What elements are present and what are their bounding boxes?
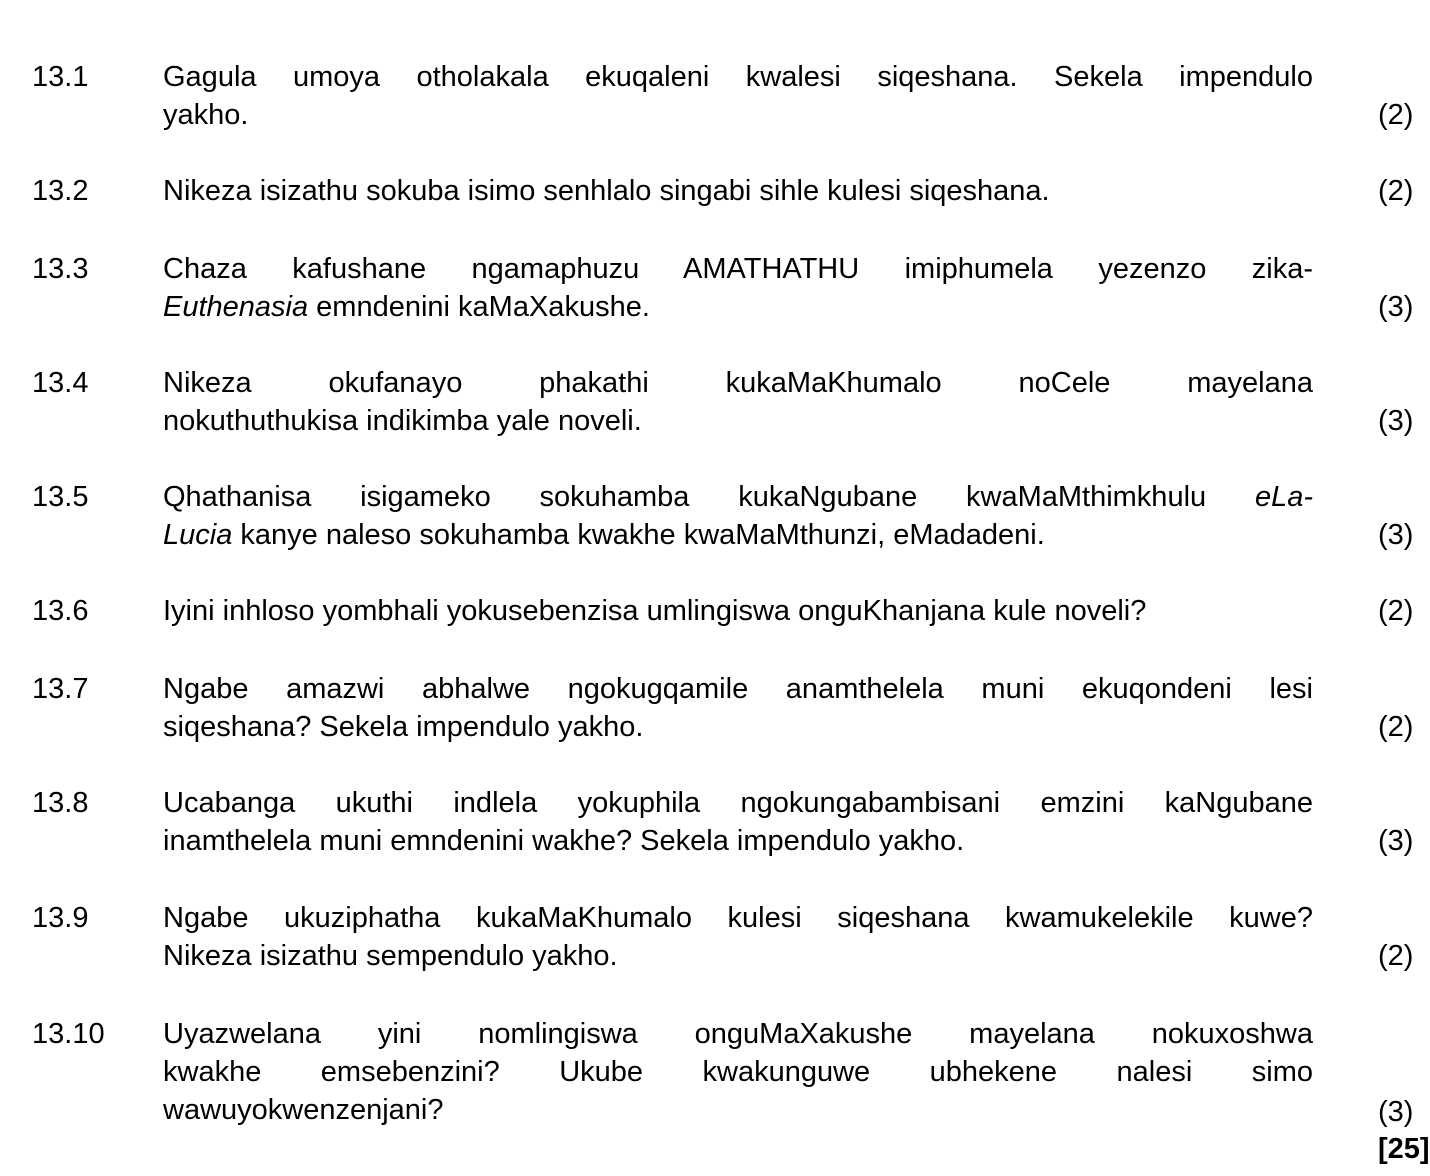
marks-label: (2) — [1378, 940, 1414, 972]
question-line: siqeshana? Sekela impendulo yakho. — [163, 711, 644, 743]
question-text — [163, 670, 1313, 746]
section-total: [25] — [1378, 1133, 1430, 1165]
marks-label: (3) — [1378, 291, 1414, 323]
question-text — [163, 172, 1313, 210]
question-line: Uyazwelana yini nomlingiswa onguMaXakushe mayelana nokuxoshwa — [163, 1018, 1313, 1050]
question-line-rest: kanye naleso sokuhamba kwakhe kwaMaMthunzi, eMadadeni. — [232, 519, 1045, 551]
question-line — [163, 288, 1313, 326]
question-line: yakho. — [163, 99, 249, 131]
question-text — [163, 364, 1313, 440]
question-number: 13.10 — [32, 1018, 105, 1050]
question-number: 13.5 — [32, 481, 89, 513]
question-text — [163, 1015, 1313, 1129]
question-line: nokuthuthukisa indikimba yale noveli. — [163, 405, 642, 437]
question-text — [163, 899, 1313, 975]
question-text — [163, 58, 1313, 134]
question-line: inamthelela muni emndenini wakhe? Sekela impendulo yakho. — [163, 825, 965, 857]
marks-label: (2) — [1378, 99, 1414, 131]
question-number: 13.3 — [32, 253, 89, 285]
question-line-plain: Qhathanisa isigameko sokuhamba kukaNgubane kwaMaMthimkhulu — [163, 481, 1255, 513]
marks-label: (3) — [1378, 825, 1414, 857]
question-line — [163, 516, 1313, 554]
question-number: 13.2 — [32, 175, 89, 207]
question-text — [163, 478, 1313, 554]
question-number: 13.8 — [32, 787, 89, 819]
question-line: Nikeza isizathu sempendulo yakho. — [163, 940, 618, 972]
marks-label: (3) — [1378, 519, 1414, 551]
question-number: 13.1 — [32, 61, 89, 93]
question-line: wawuyokwenzenjani? — [163, 1094, 444, 1126]
question-line: Gagula umoya otholakala ekuqaleni kwalesi siqeshana. Sekela impendulo — [163, 61, 1313, 93]
question-line: Ngabe amazwi abhalwe ngokugqamile anamthelela muni ekuqondeni lesi — [163, 673, 1313, 705]
question-number: 13.4 — [32, 367, 89, 399]
question-line: Ngabe ukuziphatha kukaMaKhumalo kulesi siqeshana kwamukelekile kuwe? — [163, 902, 1313, 934]
marks-label: (3) — [1378, 405, 1414, 437]
question-line: Ucabanga ukuthi indlela yokuphila ngokungabambisani emzini kaNgubane — [163, 787, 1313, 819]
question-text — [163, 250, 1313, 326]
question-number: 13.9 — [32, 902, 89, 934]
question-text — [163, 592, 1313, 630]
question-line — [163, 478, 1313, 516]
question-line: Chaza kafushane ngamaphuzu AMATHATHU imiphumela yezenzo zika- — [163, 253, 1313, 285]
question-line: Nikeza okufanayo phakathi kukaMaKhumalo noCele mayelana — [163, 367, 1313, 399]
italic-term: Lucia — [163, 519, 233, 551]
marks-label: (2) — [1378, 175, 1414, 207]
question-number: 13.6 — [32, 595, 89, 627]
italic-term: eLa- — [1254, 481, 1313, 513]
marks-label: (2) — [1378, 711, 1414, 743]
question-text — [163, 784, 1313, 860]
italic-term: Euthenasia — [163, 291, 309, 323]
question-line-rest: emndenini kaMaXakushe. — [308, 291, 650, 323]
question-line: kwakhe emsebenzini? Ukube kwakunguwe ubhekene nalesi simo — [163, 1056, 1313, 1088]
marks-label: (3) — [1378, 1096, 1414, 1128]
question-line: Nikeza isizathu sokuba isimo senhlalo singabi sihle kulesi siqeshana. — [163, 175, 1050, 207]
question-number: 13.7 — [32, 673, 89, 705]
marks-label: (2) — [1378, 595, 1414, 627]
question-line: Iyini inhloso yombhali yokusebenzisa umlingiswa onguKhanjana kule noveli? — [163, 595, 1147, 627]
